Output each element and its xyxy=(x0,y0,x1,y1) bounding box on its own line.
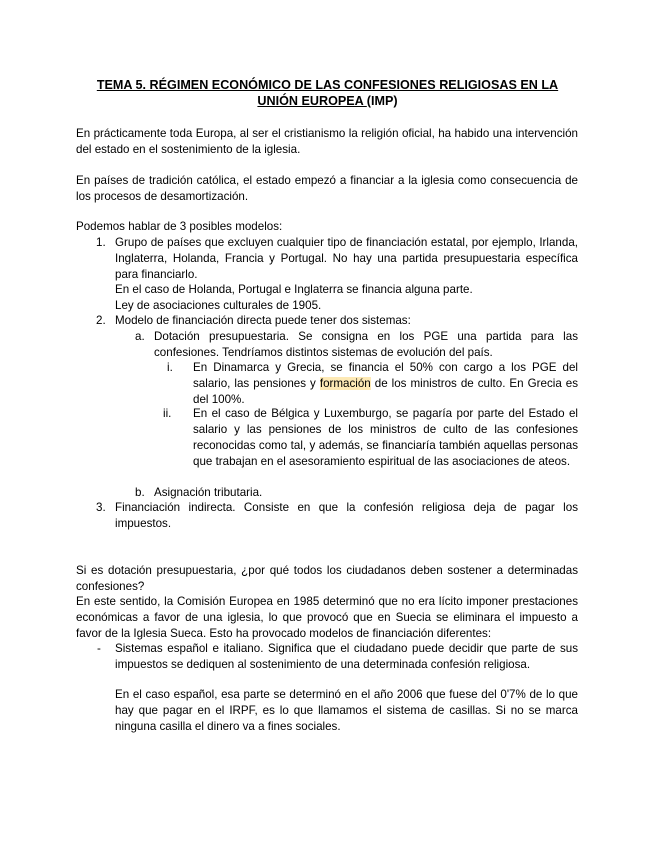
model-3-text: Financiación indirecta. Consiste en que la confesión religiosa deja de pagar los impuestos. xyxy=(115,501,578,530)
models-intro: Podemos hablar de 3 posibles modelos: xyxy=(76,220,283,233)
list-marker-1: 1. xyxy=(96,236,106,249)
model-2a-i-after: de los ministros de culto. En Grecia es del 100%. xyxy=(193,377,579,406)
list-marker-2a-ii: ii. xyxy=(163,407,172,420)
model-1-note-1: En el caso de Holanda, Portugal e Inglaterra se financia alguna parte. xyxy=(115,283,473,296)
title-line-2: UNIÓN EUROPEA xyxy=(257,94,367,108)
list-marker-2a-i: i. xyxy=(167,361,173,374)
list-marker-2: 2. xyxy=(96,314,106,327)
spanish-case-paragraph: En el caso español, esa parte se determinó en el año 2006 que fuese del 0'7% de lo que hay que pagar en el IRPF, es lo que llamamos el sistema de casillas. Si no se marca ninguna casilla el dinero va a fines sociales. xyxy=(115,688,578,733)
commission-paragraph: En este sentido, la Comisión Europea en 1985 determinó que no era lícito imponer prestaciones económicas a favor de una iglesia, lo que provocó que en Suecia se eliminara el impuesto a favor de la Iglesia Sueca. Esto ha provocado modelos de financiación diferentes: xyxy=(76,595,578,640)
title-tag: (IMP) xyxy=(366,94,398,108)
intro-paragraph-2: En países de tradición católica, el estado empezó a financiar a la iglesia como consecuencia de los procesos de desamortización. xyxy=(76,174,578,203)
bullet-marker: - xyxy=(97,642,101,655)
model-2-text: Modelo de financiación directa puede tener dos sistemas: xyxy=(115,314,411,327)
list-marker-2b: b. xyxy=(135,486,145,499)
model-1-note-2: Ley de asociaciones culturales de 1905. xyxy=(115,299,322,312)
model-2b-text: Asignación tributaria. xyxy=(154,486,263,499)
model-2a-text: Dotación presupuestaria. Se consigna en los PGE una partida para las confesiones. Tendríamos distintos sistemas de evolución del país. xyxy=(154,330,578,359)
highlighted-word: formación xyxy=(319,377,371,390)
list-marker-3: 3. xyxy=(96,501,106,514)
title-line-1: TEMA 5. RÉGIMEN ECONÓMICO DE LAS CONFESIONES RELIGIOSAS EN LA xyxy=(96,78,559,92)
question-paragraph: Si es dotación presupuestaria, ¿por qué todos los ciudadanos deben sostener a determinadas confesiones? xyxy=(76,564,578,593)
model-2a-i-text xyxy=(193,360,578,408)
model-2a-ii-text: En el caso de Bélgica y Luxemburgo, se pagaría por parte del Estado el salario y las pensiones de los ministros de culto de las confesiones reconocidas como tal, y además, se financiaría también aquellas personas que trabajan en el asesoramiento espiritual de las asociaciones de ateos. xyxy=(193,407,578,468)
intro-paragraph-1: En prácticamente toda Europa, al ser el cristianismo la religión oficial, ha habido una intervención del estado en el sostenimiento de la iglesia. xyxy=(76,127,578,156)
model-1-text: Grupo de países que excluyen cualquier tipo de financiación estatal, por ejemplo, Irlanda, Inglaterra, Holanda, Francia y Portugal. No hay una partida presupuestaria específica para financiarlo. xyxy=(115,236,578,281)
model-2a-i-before: En Dinamarca y Grecia, se financia el 50% con cargo a los PGE del salario, las pensiones y xyxy=(193,361,578,390)
bullet-text: Sistemas español e italiano. Significa que el ciudadano puede decidir que parte de sus impuestos se dediquen al sostenimiento de una determinada confesión religiosa. xyxy=(115,642,578,671)
list-marker-2a: a. xyxy=(135,330,145,343)
page-title xyxy=(80,77,575,109)
